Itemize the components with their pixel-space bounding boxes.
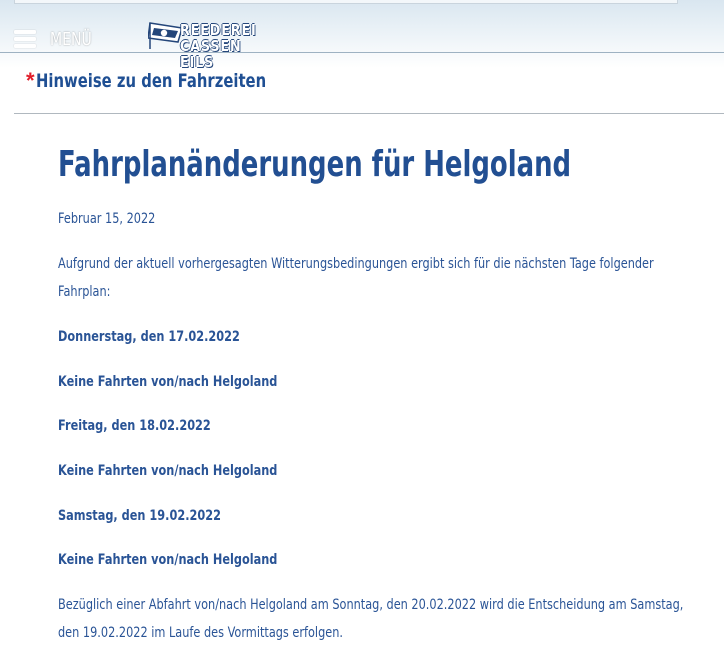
article-date: Februar 15, 2022 <box>58 211 156 227</box>
notice-link[interactable] <box>26 70 331 92</box>
closing-line-1: Bezüglich einer Abfahrt von/nach Helgoland am Sonntag, den 20.02.2022 wird die Entscheidung am Samstag, <box>58 597 684 613</box>
menu-button[interactable] <box>14 26 104 52</box>
day-3-heading: Samstag, den 19.02.2022 <box>58 508 221 524</box>
day-2-note: Keine Fahrten von/nach Helgoland <box>58 463 278 479</box>
logo-wordmark <box>180 22 278 70</box>
intro-line-1: Aufgrund der aktuell vorhergesagten Witterungsbedingungen ergibt sich für die nächsten Tage folgender <box>58 256 654 272</box>
article-title: Fahrplanänderungen für Helgoland <box>58 144 572 185</box>
menu-label: MENÜ <box>50 28 92 50</box>
hamburger-icon <box>14 30 36 48</box>
day-3-note: Keine Fahrten von/nach Helgoland <box>58 552 278 568</box>
day-1-note: Keine Fahrten von/nach Helgoland <box>58 374 278 390</box>
day-1-heading: Donnerstag, den 17.02.2022 <box>58 329 240 345</box>
logo-line-2: CASSEN EILS <box>180 37 242 71</box>
intro-line-2: Fahrplan: <box>58 284 111 300</box>
header-divider <box>0 52 724 53</box>
logo-line-1: REEDEREI <box>180 21 257 39</box>
site-header <box>0 0 724 71</box>
content-divider <box>14 113 724 114</box>
header-search-field[interactable] <box>14 0 678 4</box>
asterisk-icon: * <box>26 68 35 93</box>
day-2-heading: Freitag, den 18.02.2022 <box>58 418 211 434</box>
company-logo[interactable] <box>148 20 278 71</box>
notice-label: Hinweise zu den Fahrzeiten <box>35 70 266 92</box>
flag-icon <box>148 20 184 50</box>
closing-line-2: den 19.02.2022 im Laufe des Vormittags erfolgen. <box>58 625 343 641</box>
